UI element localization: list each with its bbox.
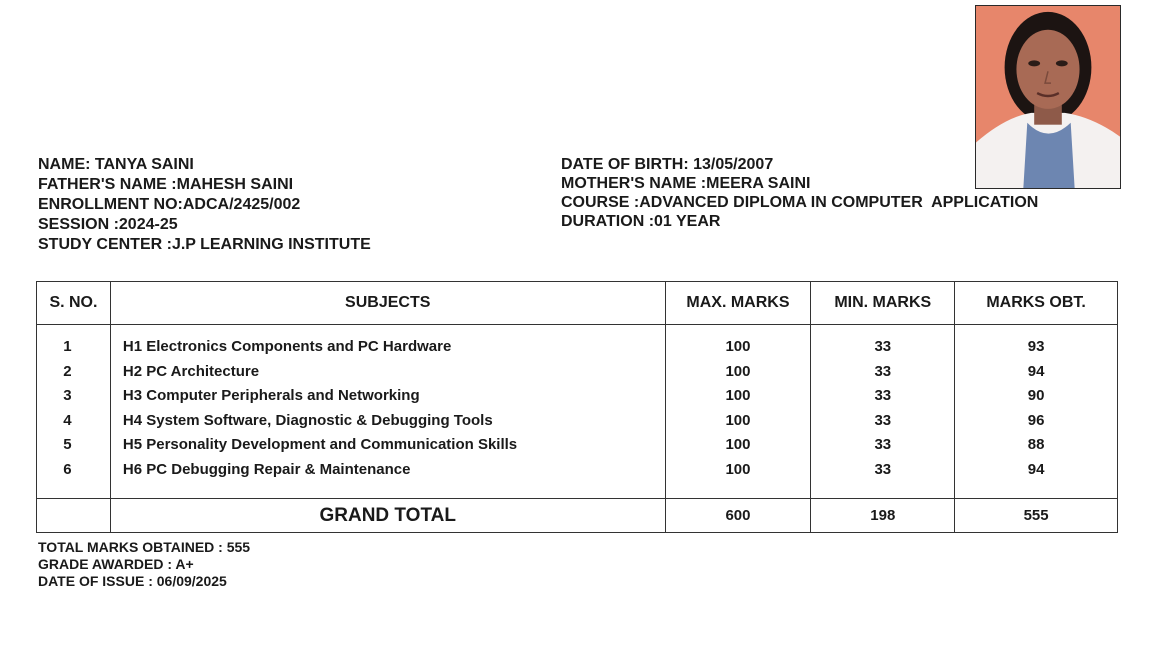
total-marks-obtained: TOTAL MARKS OBTAINED : 555 — [38, 539, 251, 555]
grand-total-min: 198 — [811, 499, 955, 533]
course: COURSE :ADVANCED DIPLOMA IN COMPUTER APPLICATION — [561, 194, 1039, 211]
grand-total-label: GRAND TOTAL — [110, 499, 665, 533]
subject-column — [110, 325, 665, 499]
duration: DURATION :01 YEAR — [561, 213, 721, 230]
sno-cell: 6 — [63, 460, 72, 478]
enrollment-number: ENROLLMENT NO:ADCA/2425/002 — [38, 196, 301, 213]
marks-obtained-cell: 96 — [1027, 411, 1045, 429]
student-name: NAME: TANYA SAINI — [38, 156, 194, 173]
header-sno: S. NO. — [37, 282, 111, 325]
marks-obtained-cell: 94 — [1027, 460, 1045, 478]
sno-cell: 5 — [63, 436, 72, 454]
header-marks-obtained: MARKS OBT. — [955, 282, 1118, 325]
grand-total-row — [37, 499, 1118, 533]
subject-cell: H6 PC Debugging Repair & Maintenance — [122, 460, 411, 478]
max-marks-cell: 100 — [725, 387, 751, 405]
grade-awarded: GRADE AWARDED : A+ — [38, 556, 194, 572]
result-summary — [38, 539, 250, 590]
sno-cell: 1 — [63, 338, 72, 355]
min-marks-cell: 33 — [874, 338, 892, 355]
min-marks-cell: 33 — [874, 411, 892, 429]
grand-total-max: 600 — [665, 499, 811, 533]
max-marks-cell: 100 — [725, 436, 751, 454]
father-name: FATHER'S NAME :MAHESH SAINI — [38, 176, 294, 193]
student-info-right — [561, 155, 1038, 231]
subject-cell: H3 Computer Peripherals and Networking — [122, 387, 420, 405]
min-marks-cell: 33 — [874, 362, 892, 380]
date-of-birth: DATE OF BIRTH: 13/05/2007 — [561, 156, 774, 173]
sno-cell: 4 — [63, 411, 72, 429]
marks-obtained-cell: 90 — [1027, 387, 1045, 405]
max-marks-cell: 100 — [725, 460, 751, 478]
sno-cell: 3 — [63, 387, 72, 405]
session: SESSION :2024-25 — [38, 216, 178, 233]
grand-total-obtained: 555 — [955, 499, 1118, 533]
header-subjects: SUBJECTS — [110, 282, 665, 325]
marks-obtained-cell: 93 — [1027, 338, 1045, 355]
subject-cell: H5 Personality Development and Communication Skills — [122, 436, 518, 454]
header-min-marks: MIN. MARKS — [811, 282, 955, 325]
max-marks-column — [665, 325, 811, 499]
marks-table — [36, 281, 1118, 533]
mother-name: MOTHER'S NAME :MEERA SAINI — [561, 175, 811, 192]
sno-cell: 2 — [63, 362, 72, 380]
min-marks-column — [811, 325, 955, 499]
student-info-left — [38, 155, 371, 255]
marks-obtained-cell: 88 — [1027, 436, 1045, 454]
marks-obtained-cell: 94 — [1027, 362, 1045, 380]
subject-cell: H2 PC Architecture — [122, 362, 260, 380]
subject-cell: H4 System Software, Diagnostic & Debugging Tools — [122, 411, 493, 429]
study-center: STUDY CENTER :J.P LEARNING INSTITUTE — [38, 236, 371, 253]
max-marks-cell: 100 — [725, 411, 751, 429]
subjects-body-row — [37, 325, 1118, 499]
subject-cell: H1 Electronics Components and PC Hardware — [122, 338, 452, 355]
date-of-issue: DATE OF ISSUE : 06/09/2025 — [38, 573, 227, 589]
header-max-marks: MAX. MARKS — [665, 282, 811, 325]
min-marks-cell: 33 — [874, 460, 892, 478]
table-header-row — [37, 282, 1118, 325]
min-marks-cell: 33 — [874, 436, 892, 454]
min-marks-cell: 33 — [874, 387, 892, 405]
sno-column — [37, 325, 111, 499]
max-marks-cell: 100 — [725, 362, 751, 380]
max-marks-cell: 100 — [725, 338, 751, 355]
grand-total-empty-cell — [37, 499, 111, 533]
marks-obtained-column — [955, 325, 1118, 499]
